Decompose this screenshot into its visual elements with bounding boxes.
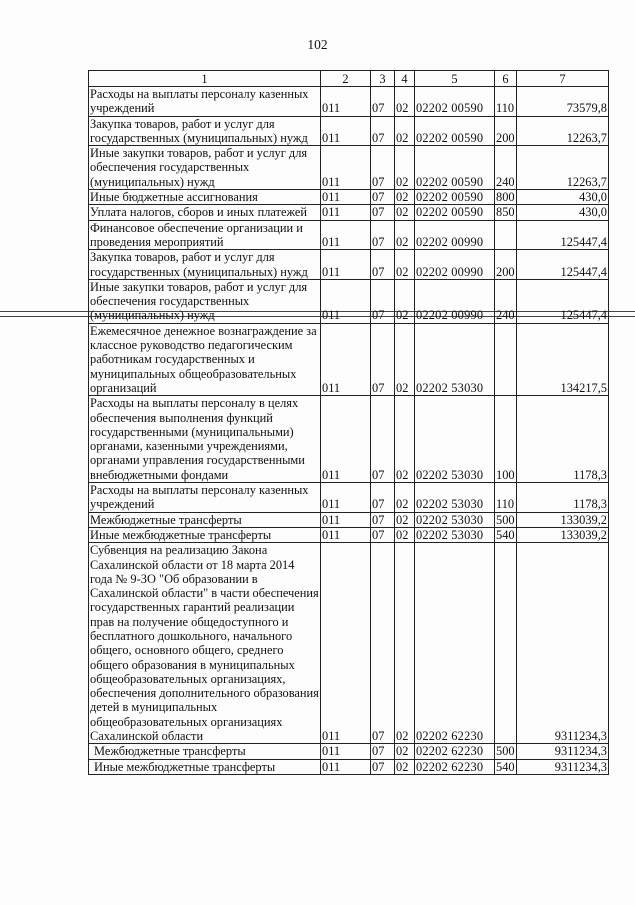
row-section: 07 xyxy=(371,396,395,483)
row-section: 07 xyxy=(371,87,395,117)
row-amount: 9311234,3 xyxy=(517,543,609,744)
row-section: 07 xyxy=(371,279,395,323)
table-body xyxy=(89,87,609,775)
table-row xyxy=(89,483,609,513)
row-name: Закупка товаров, работ и услуг для государственных (муниципальных) нужд xyxy=(89,250,321,280)
row-section: 07 xyxy=(371,250,395,280)
row-section: 07 xyxy=(371,512,395,527)
row-name: Иные бюджетные ассигнования xyxy=(89,190,321,205)
row-code: 011 xyxy=(321,527,371,542)
table-row xyxy=(89,744,609,759)
row-target: 02202 00590 xyxy=(415,87,495,117)
row-code: 011 xyxy=(321,543,371,744)
row-name: Иные закупки товаров, работ и услуг для обеспечения государственных (муниципальных) нужд xyxy=(89,279,321,323)
row-amount: 9311234,3 xyxy=(517,744,609,759)
table-row xyxy=(89,396,609,483)
row-code: 011 xyxy=(321,146,371,190)
header-cell-code: 2 xyxy=(321,71,371,87)
row-target: 02202 53030 xyxy=(415,512,495,527)
row-amount: 133039,2 xyxy=(517,512,609,527)
row-type: 110 xyxy=(495,483,517,513)
row-code: 011 xyxy=(321,483,371,513)
row-amount: 125447,4 xyxy=(517,220,609,250)
row-name: Межбюджетные трансферты xyxy=(89,512,321,527)
row-type: 200 xyxy=(495,250,517,280)
row-type: 240 xyxy=(495,146,517,190)
row-name: Иные межбюджетные трансферты xyxy=(89,759,321,774)
row-amount: 12263,7 xyxy=(517,116,609,146)
row-type xyxy=(495,543,517,744)
row-target: 02202 53030 xyxy=(415,483,495,513)
row-target: 02202 62230 xyxy=(415,543,495,744)
row-type: 850 xyxy=(496,205,515,220)
header-row xyxy=(89,71,609,87)
row-code: 011 xyxy=(321,744,371,759)
row-subsection: 02 xyxy=(395,146,415,190)
row-subsection: 02 xyxy=(395,396,415,483)
table-header xyxy=(89,71,609,87)
table-row xyxy=(89,759,609,774)
row-amount: 430,0 xyxy=(517,190,609,205)
row-amount: 134217,5 xyxy=(517,323,609,395)
row-subsection: 02 xyxy=(395,323,415,395)
row-type: 240 xyxy=(495,279,517,323)
row-subsection: 02 xyxy=(395,190,415,205)
row-subsection: 02 xyxy=(395,759,415,774)
row-subsection: 02 xyxy=(395,527,415,542)
row-subsection: 02 xyxy=(395,279,415,323)
row-subsection: 02 xyxy=(395,205,415,220)
row-target: 02202 00590 xyxy=(415,146,495,190)
row-amount: 12263,7 xyxy=(517,146,609,190)
header-cell-target: 5 xyxy=(415,71,495,87)
row-name: Уплата налогов, сборов и иных платежей xyxy=(89,205,321,220)
row-name: Ежемесячное денежное вознаграждение за классное руководство педагогическим работникам государственных и муниципальных общеобразовательных организаций xyxy=(89,323,321,395)
table-row xyxy=(89,146,609,190)
row-target: 02202 62230 xyxy=(415,759,495,774)
row-code: 011 xyxy=(321,205,371,220)
row-code: 011 xyxy=(321,279,371,323)
row-amount: 133039,2 xyxy=(517,527,609,542)
row-name: Иные межбюджетные трансферты xyxy=(89,527,321,542)
row-name: Финансовое обеспечение организации и проведения мероприятий xyxy=(89,220,321,250)
table-row xyxy=(89,250,609,280)
row-subsection: 02 xyxy=(395,744,415,759)
table-row xyxy=(89,116,609,146)
row-subsection: 02 xyxy=(395,220,415,250)
row-type: 500 xyxy=(496,744,515,759)
row-section: 07 xyxy=(371,146,395,190)
header-cell-amount: 7 xyxy=(517,71,609,87)
row-code: 011 xyxy=(321,396,371,483)
table-row xyxy=(89,323,609,395)
table-row xyxy=(89,87,609,117)
row-subsection: 02 xyxy=(395,543,415,744)
row-name: Иные закупки товаров, работ и услуг для обеспечения государственных (муниципальных) нужд xyxy=(89,146,321,190)
header-cell-type: 6 xyxy=(495,71,517,87)
row-section: 07 xyxy=(371,205,395,220)
row-type: 500 xyxy=(496,512,515,527)
row-subsection: 02 xyxy=(395,512,415,527)
row-amount: 125447,4 xyxy=(517,250,609,280)
row-target: 02202 00990 xyxy=(415,220,495,250)
table-row xyxy=(89,220,609,250)
row-name: Межбюджетные трансферты xyxy=(89,744,321,759)
row-code: 011 xyxy=(321,220,371,250)
row-subsection: 02 xyxy=(395,483,415,513)
row-name: Субвенция на реализацию Закона Сахалинской области от 18 марта 2014 года № 9-ЗО "Об образовании в Сахалинской области" в части обеспечения государственных гарантий реализации прав на получение общедоступного и бесплатного дошкольного, начального общего, основного общего, среднего общего образования в муниципальных общеобразовательных организациях, обеспечения дополнительного образования детей в муниципальных общеобразовательных организациях Сахалинской области xyxy=(90,543,319,744)
row-target: 02202 00990 xyxy=(415,250,495,280)
row-type: 110 xyxy=(495,87,517,117)
row-section: 07 xyxy=(371,543,395,744)
row-name: Расходы на выплаты персоналу казенных учреждений xyxy=(89,87,321,117)
row-code: 011 xyxy=(321,512,371,527)
row-target: 02202 00590 xyxy=(415,205,495,220)
row-section: 07 xyxy=(371,220,395,250)
row-type: 100 xyxy=(495,396,517,483)
table-row xyxy=(89,512,609,527)
row-code: 011 xyxy=(321,116,371,146)
row-code: 011 xyxy=(321,190,371,205)
row-target: 02202 53030 xyxy=(415,396,495,483)
row-type: 800 xyxy=(496,190,515,205)
table-row xyxy=(89,543,609,744)
row-section: 07 xyxy=(371,527,395,542)
row-target: 02202 62230 xyxy=(415,744,495,759)
row-subsection: 02 xyxy=(395,116,415,146)
table-row xyxy=(89,190,609,205)
header-cell-name: 1 xyxy=(89,71,321,87)
row-code: 011 xyxy=(321,87,371,117)
row-amount: 430,0 xyxy=(517,205,609,220)
budget-table xyxy=(88,70,609,775)
row-subsection: 02 xyxy=(395,250,415,280)
header-cell-subsection: 4 xyxy=(395,71,415,87)
row-amount: 1178,3 xyxy=(517,483,609,513)
row-code: 011 xyxy=(321,250,371,280)
row-target: 02202 00590 xyxy=(415,116,495,146)
row-type: 540 xyxy=(496,759,515,774)
row-amount: 9311234,3 xyxy=(517,759,609,774)
row-section: 07 xyxy=(371,116,395,146)
row-section: 07 xyxy=(371,759,395,774)
row-type: 540 xyxy=(496,527,515,542)
table-row xyxy=(89,205,609,220)
table-row xyxy=(89,279,609,323)
table-row xyxy=(89,527,609,542)
row-type: 200 xyxy=(495,116,517,146)
page-number: 102 xyxy=(307,37,328,52)
row-section: 07 xyxy=(371,323,395,395)
row-type xyxy=(495,323,517,395)
row-target: 02202 53030 xyxy=(415,323,495,395)
row-amount: 1178,3 xyxy=(517,396,609,483)
row-target: 02202 00990 xyxy=(415,279,495,323)
row-target: 02202 53030 xyxy=(415,527,495,542)
row-type xyxy=(495,220,517,250)
row-section: 07 xyxy=(371,190,395,205)
row-name: Расходы на выплаты персоналу в целях обеспечения выполнения функций государственными (муниципальными) органами, казенными учреждениями, органами управления государственными внебюджетными фондами xyxy=(89,396,321,483)
row-amount: 125447,4 xyxy=(517,279,609,323)
header-cell-section: 3 xyxy=(371,71,395,87)
row-target: 02202 00590 xyxy=(415,190,495,205)
row-name: Закупка товаров, работ и услуг для государственных (муниципальных) нужд xyxy=(89,116,321,146)
row-code: 011 xyxy=(321,323,371,395)
row-code: 011 xyxy=(321,759,371,774)
row-name: Расходы на выплаты персоналу казенных учреждений xyxy=(89,483,321,513)
row-section: 07 xyxy=(371,744,395,759)
row-subsection: 02 xyxy=(395,87,415,117)
row-section: 07 xyxy=(371,483,395,513)
row-amount: 73579,8 xyxy=(517,87,609,117)
